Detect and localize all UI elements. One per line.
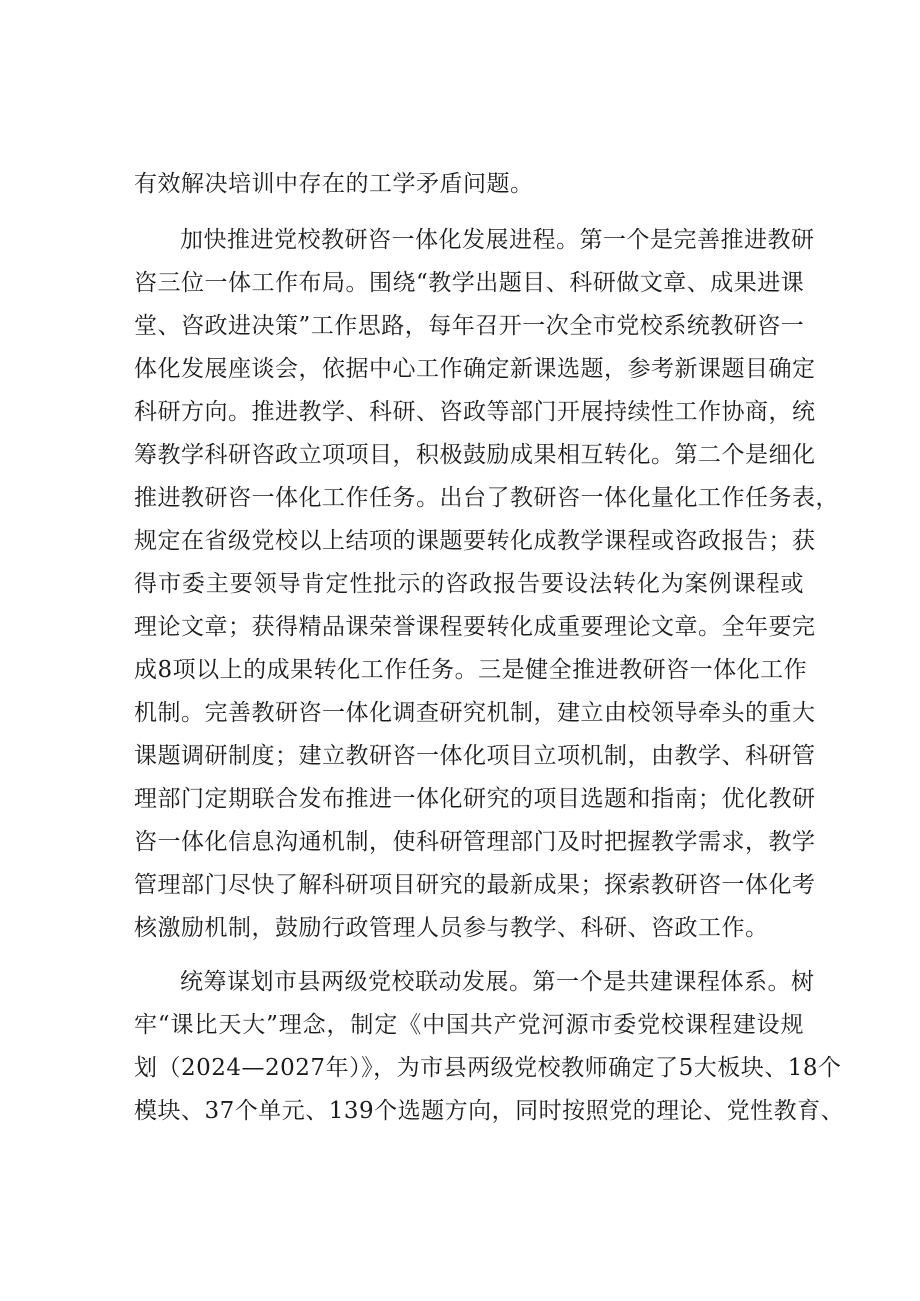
paragraph-first-line: 加快推进党校教研咨一体化发展进程。第一个是完善推进教研	[180, 227, 815, 253]
text-line: 得市委主要领导肯定性批示的咨政报告要设法转化为案例课程或	[134, 571, 804, 597]
paragraph-first-line: 统筹谋划市县两级党校联动发展。第一个是共建课程体系。树	[180, 969, 815, 995]
text-line: 理部门定期联合发布推进一体化研究的项目选题和指南；优化教研	[134, 786, 816, 812]
text-line: 科研方向。推进教学、科研、咨政等部门开展持续性工作协商，统	[134, 399, 816, 425]
text-line: 划（2024—2027年）》，为市县两级党校教师确定了5大板块、18个	[134, 1055, 842, 1081]
text-line: 规定在省级党校以上结项的课题要转化成教学课程或咨政报告；获	[134, 528, 816, 554]
text-line: 推进教研咨一体化工作任务。出台了教研咨一体化量化工作任务表，	[134, 485, 839, 511]
text-line: 成8项以上的成果转化工作任务。三是健全推进教研咨一体化工作	[134, 657, 808, 683]
text-line: 有效解决培训中存在的工学矛盾问题。	[134, 171, 534, 197]
text-line: 筹教学科研咨政立项项目，积极鼓励成果相互转化。第二个是细化	[134, 442, 816, 468]
text-line: 课题调研制度；建立教研咨一体化项目立项机制，由教学、科研管	[134, 743, 816, 769]
text-line: 牢“课比天大”理念，制定《中国共产党河源市委党校课程建设规	[134, 1012, 804, 1038]
text-line: 模块、37个单元、139个选题方向，同时按照党的理论、党性教育、	[134, 1098, 845, 1124]
text-line: 堂、咨政进决策”工作思路，每年召开一次全市党校系统教研咨一	[134, 313, 805, 339]
text-line: 管理部门尽快了解科研项目研究的最新成果；探索教研咨一体化考	[134, 872, 816, 898]
text-line: 体化发展座谈会，依据中心工作确定新课选题，参考新课题目确定	[134, 356, 816, 382]
text-line: 咨三位一体工作布局。围绕“教学出题目、科研做文章、成果进课	[134, 270, 805, 296]
text-line: 核激励机制，鼓励行政管理人员参与教学、科研、咨政工作。	[134, 915, 769, 941]
text-line: 理论文章；获得精品课荣誉课程要转化成重要理论文章。全年要完	[134, 614, 816, 640]
text-line: 机制。完善教研咨一体化调查研究机制，建立由校领导牵头的重大	[134, 700, 816, 726]
text-line: 咨一体化信息沟通机制，使科研管理部门及时把握教学需求，教学	[134, 829, 816, 855]
